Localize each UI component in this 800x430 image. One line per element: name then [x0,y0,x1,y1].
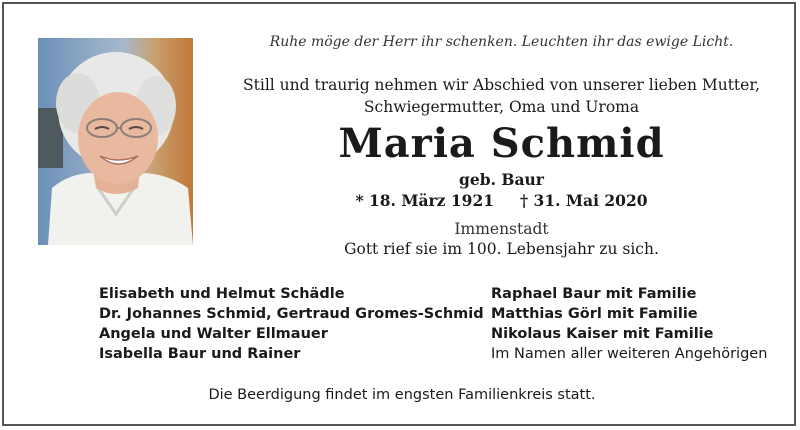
mourner-entry: Isabella Baur und Rainer [99,346,301,362]
mourner-entry: Matthias Görl mit Familie [491,306,698,322]
mourner-entry: Raphael Baur mit Familie [491,286,697,302]
mourner-entry: Elisabeth und Helmut Schädle [99,286,345,302]
mourners-right [491,284,767,364]
mourner-entry: Im Namen aller weiteren Angehörigen [491,346,768,362]
intro-line-1: Still und traurig nehmen wir Abschied von unserer lieben Mutter, [243,76,760,94]
motto: Ruhe möge der Herr ihr schenken. Leuchten ihr das ewige Licht. [269,34,734,50]
mourner-entry: Nikolaus Kaiser mit Familie [491,326,714,342]
life-dates [209,191,794,210]
mourners-left [99,284,484,364]
funeral-note: Die Beerdigung findet im engsten Familienkreis statt. [208,387,596,403]
maiden-name: geb. Baur [459,170,544,189]
portrait-photo-image [38,38,193,245]
mourner-entry: Angela und Walter Ellmauer [99,326,328,342]
intro-line-2: Schwiegermutter, Oma und Uroma [363,98,640,116]
age-text: Gott rief sie im 100. Lebensjahr zu sich. [344,240,659,258]
obituary-notice [2,2,796,426]
intro-text [209,74,794,118]
birth-date: * 18. März 1921 [355,191,495,210]
deceased-name: Maria Schmid [338,120,665,167]
mourner-entry: Dr. Johannes Schmid, Gertraud Gromes-Schmid [99,306,484,322]
death-date: † 31. Mai 2020 [520,191,648,210]
place: Immenstadt [454,220,549,238]
portrait-photo [38,38,193,245]
